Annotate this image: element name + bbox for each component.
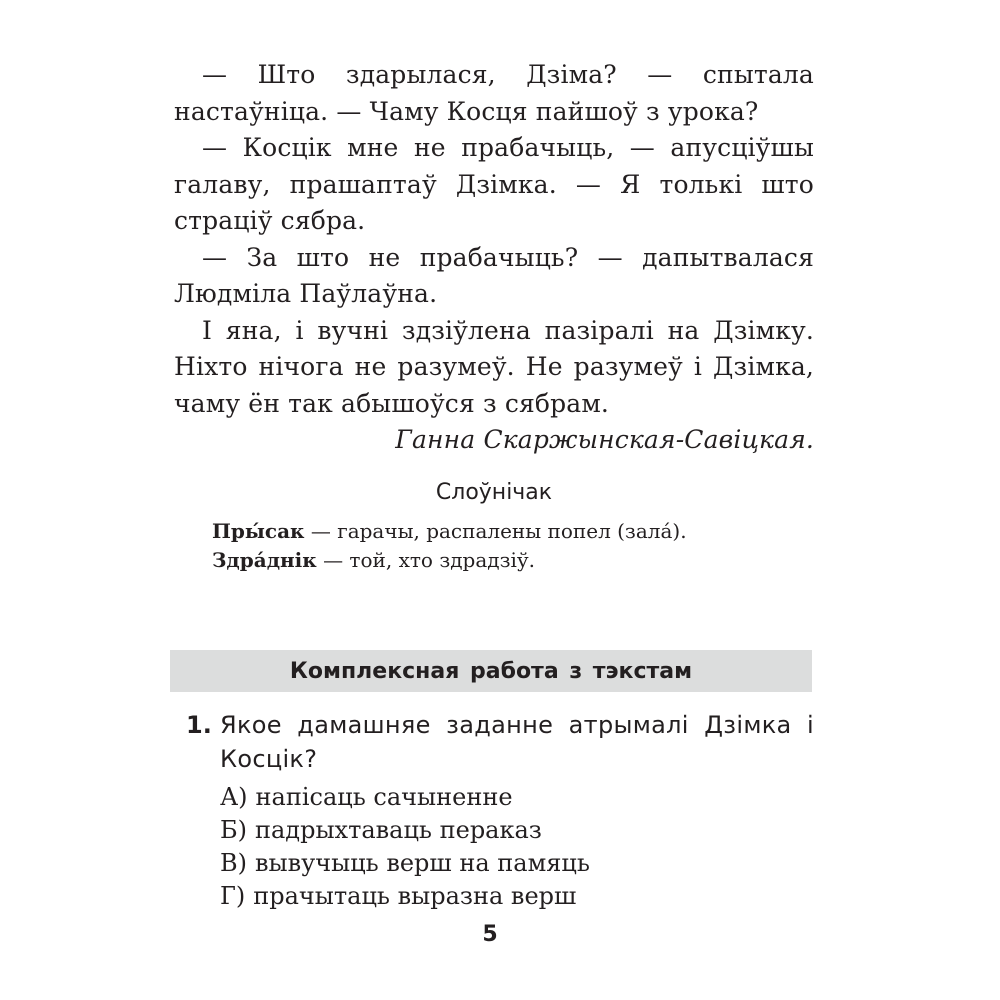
glossary-term: Здра́днік — [212, 548, 317, 572]
glossary-definition: — гарачы, распалены попел (зала́). — [304, 519, 687, 543]
glossary-term: Пры́сак — [212, 519, 305, 543]
glossary-title: Слоўнічак — [435, 480, 553, 505]
option-letter: В) — [220, 849, 247, 877]
option-text: вывучыць верш на памяць — [255, 849, 590, 877]
story-author: Ганна Скаржынская-Савіцкая. — [395, 425, 814, 454]
question-number: 1. — [186, 711, 212, 739]
question — [174, 708, 814, 776]
option-letter: Г) — [220, 882, 246, 910]
story-paragraph: — За што не прабачыць? — дапытвалася Людміла Паўлаўна. — [174, 242, 814, 308]
story-paragraph: — Косцік мне не прабачыць, — апусціўшы галаву, прашаптаў Дзімка. — Я толькі што страціў сябра. — [174, 133, 814, 235]
option-text: падрыхтаваць пераказ — [255, 816, 542, 844]
option-text: прачытаць выразна верш — [253, 882, 577, 910]
page-number: 5 — [482, 922, 498, 947]
glossary-entry — [212, 546, 812, 575]
question-text: Якое дамашняе заданне атрымалі Дзімка і Косцік? — [220, 711, 814, 773]
answer-option — [220, 880, 810, 913]
option-text: напісаць сачыненне — [255, 783, 513, 811]
section-title: Комплексная работа з тэкстам — [289, 658, 693, 684]
story-text — [174, 57, 814, 459]
answer-option — [220, 847, 810, 880]
story-paragraph: — Што здарылася, Дзіма? — спытала настаўніца. — Чаму Косця пайшоў з урока? — [174, 60, 814, 126]
answer-option — [220, 814, 810, 847]
section-header — [170, 650, 812, 692]
story-paragraph: І яна, і вучні здзіўлена пазіралі на Дзімку. Ніхто нічога не разумеў. Не разумеў і Дзімка, чаму ён так абышоўся з сябрам. — [174, 315, 814, 418]
glossary-entry — [212, 517, 812, 546]
answer-options — [220, 781, 810, 913]
glossary-definition: — той, хто здрадзіў. — [316, 548, 536, 572]
option-letter: А) — [220, 783, 248, 811]
answer-option — [220, 781, 810, 814]
glossary — [212, 517, 812, 575]
option-letter: Б) — [220, 816, 247, 844]
